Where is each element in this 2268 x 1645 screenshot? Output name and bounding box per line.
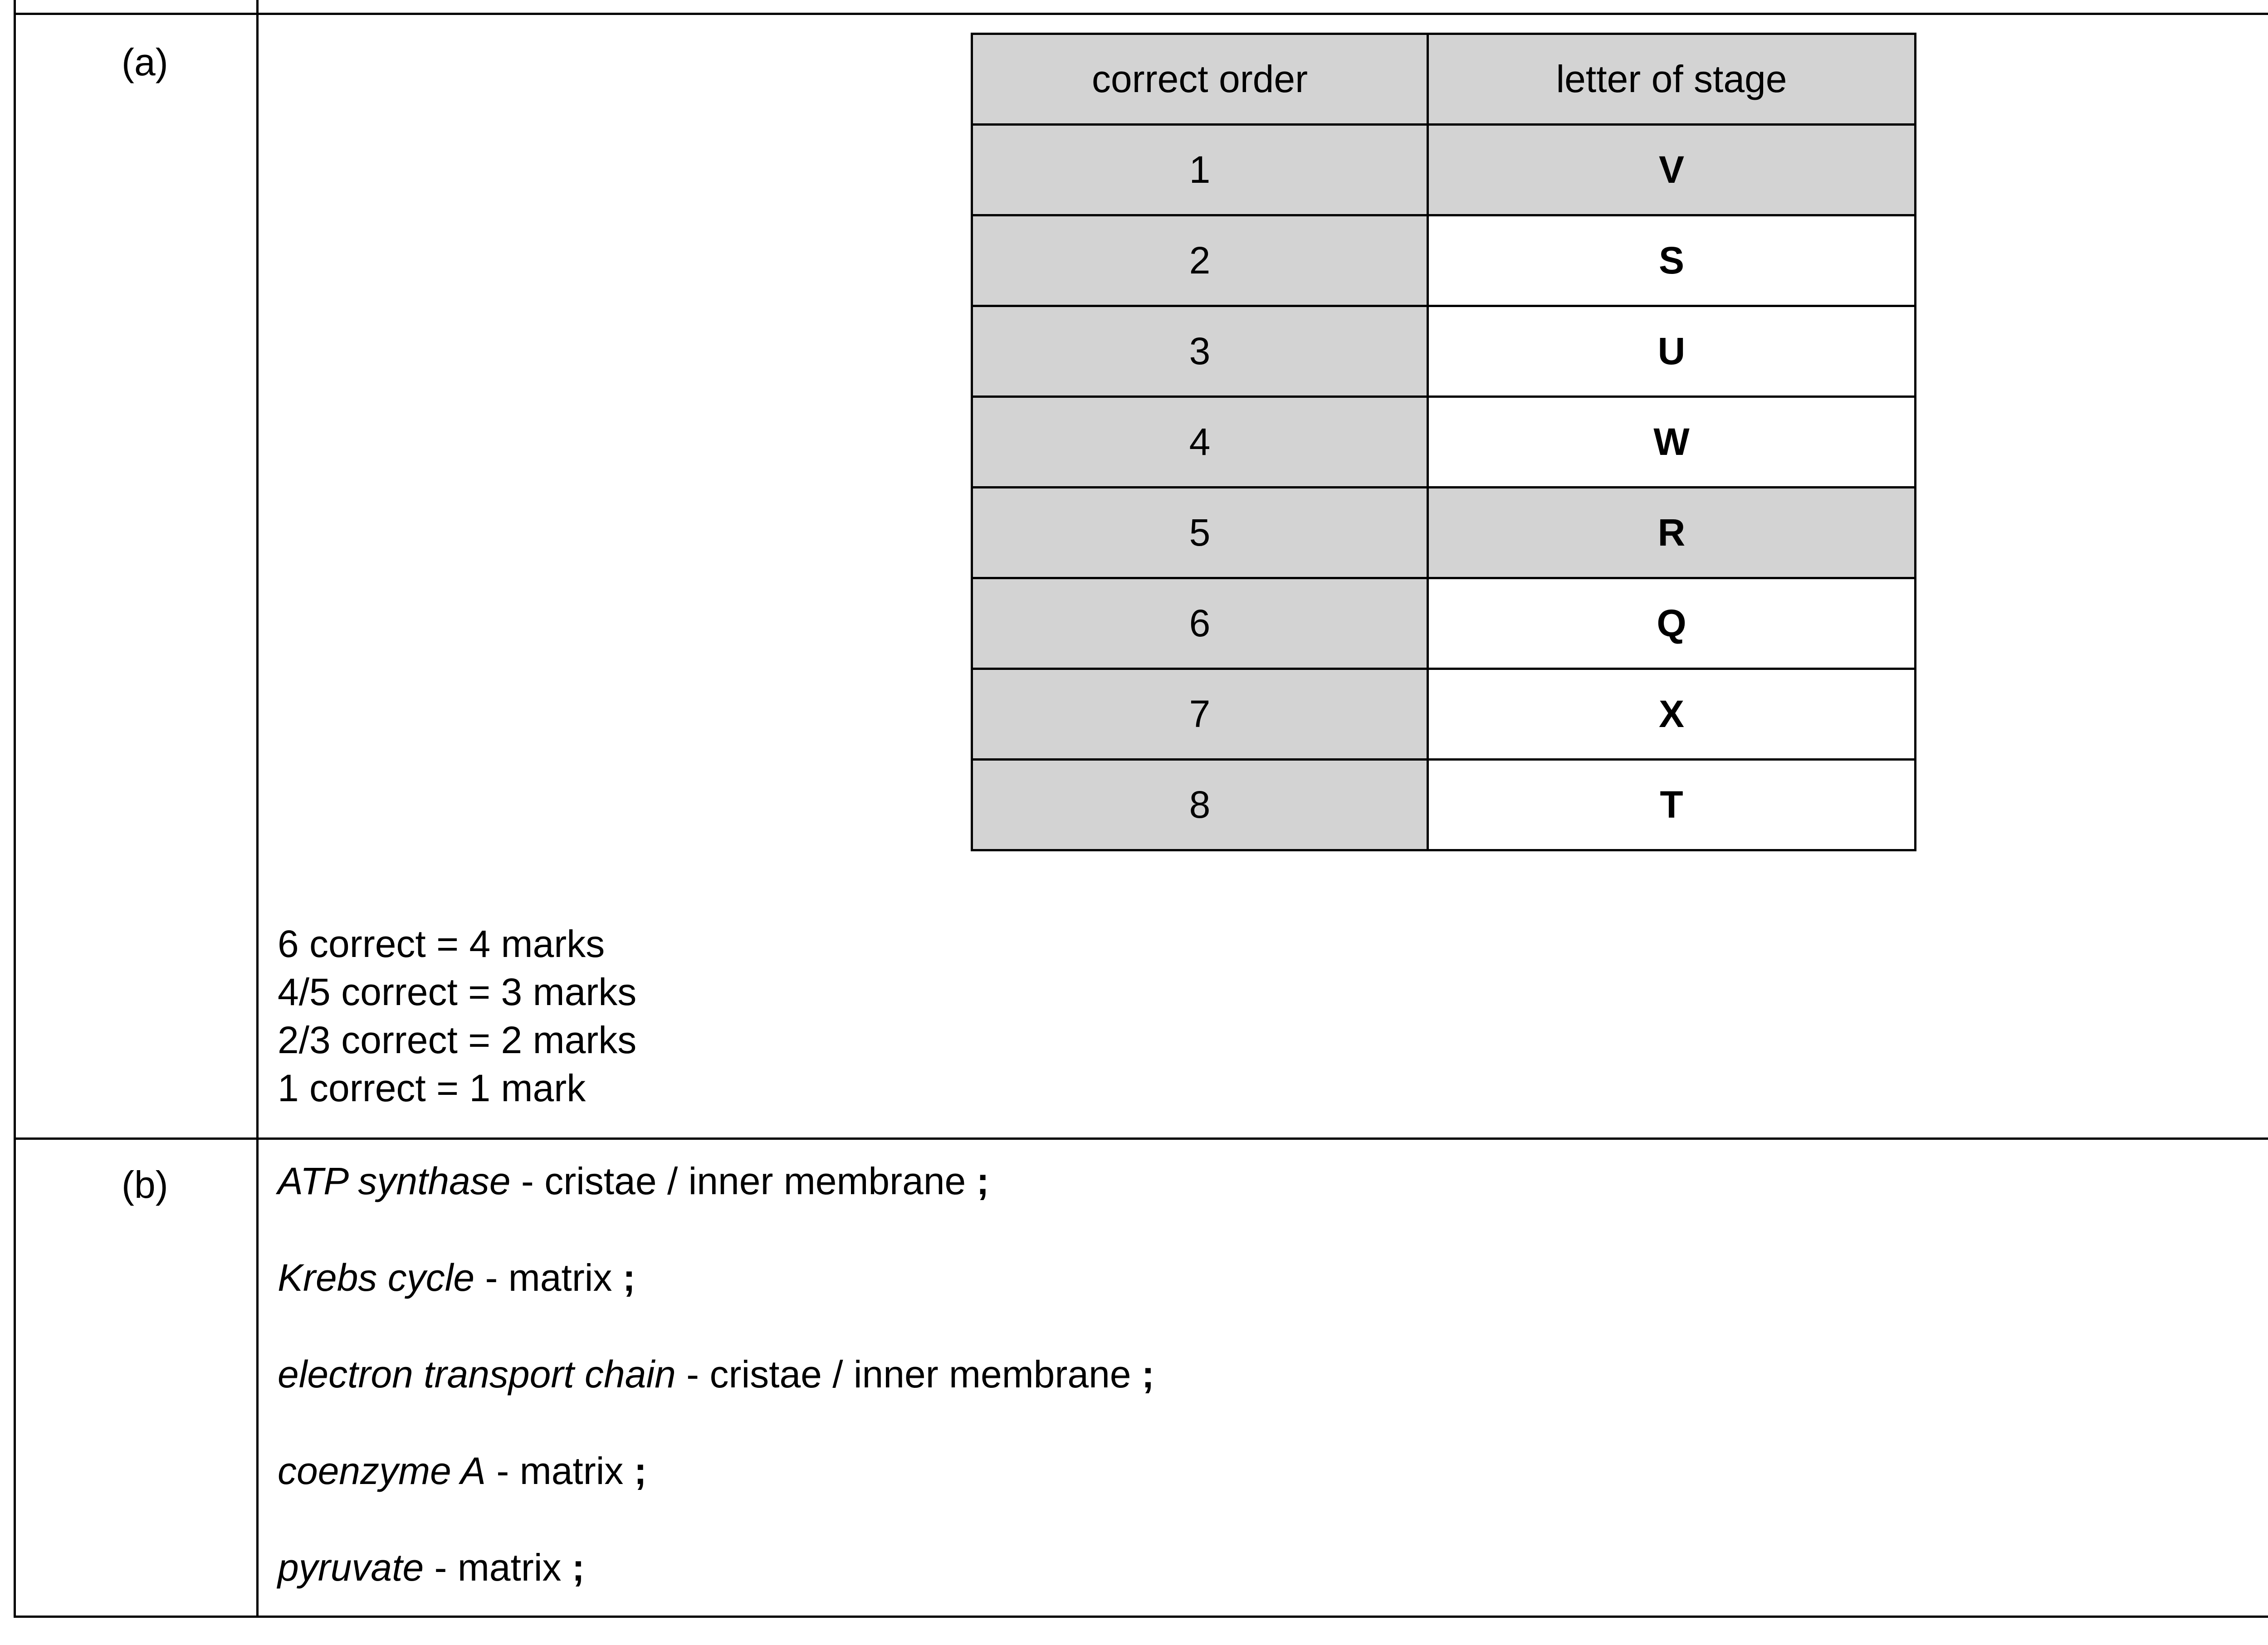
table-row	[972, 397, 1916, 488]
table-header-row	[972, 34, 1916, 125]
stage-letter-cell: Q	[1428, 578, 1916, 669]
table-row	[972, 215, 1916, 306]
stage-letter-cell: S	[1428, 215, 1916, 306]
order-cell: 7	[972, 669, 1428, 760]
answer-item	[278, 1548, 1154, 1645]
answer-location: - matrix	[474, 1256, 623, 1299]
order-cell: 4	[972, 397, 1428, 488]
stage-letter-cell: U	[1428, 306, 1916, 397]
order-cell: 3	[972, 306, 1428, 397]
rule-line: 2/3 correct = 2 marks	[278, 1019, 637, 1061]
answer-location: - cristae / inner membrane	[510, 1160, 977, 1202]
mark-scheme-rules	[278, 920, 636, 1112]
table-row	[972, 760, 1916, 850]
answer-term: Krebs cycle	[278, 1256, 475, 1299]
table-top-border	[14, 13, 2268, 15]
stage-letter-cell: X	[1428, 669, 1916, 760]
answer-item	[278, 1162, 1154, 1259]
stage-order-table	[971, 33, 1916, 851]
stage-letter-cell: W	[1428, 397, 1916, 488]
row-divider	[14, 1137, 2268, 1140]
header-correct-order: correct order	[972, 34, 1428, 125]
answer-semicolon: ;	[1141, 1353, 1154, 1396]
table-row	[972, 125, 1916, 215]
answer-location: - cristae / inner membrane	[675, 1353, 1142, 1396]
order-cell: 1	[972, 125, 1428, 215]
part-a-label: (a)	[122, 41, 168, 83]
answer-semicolon: ;	[572, 1546, 585, 1589]
rule-line: 1 correct = 1 mark	[278, 1067, 586, 1109]
table-row	[972, 306, 1916, 397]
answer-semicolon: ;	[622, 1256, 635, 1299]
answer-term: electron transport chain	[278, 1353, 676, 1396]
answer-location: - matrix	[424, 1546, 572, 1589]
answer-semicolon: ;	[634, 1450, 647, 1492]
stage-letter-cell: R	[1428, 488, 1916, 578]
header-letter-of-stage: letter of stage	[1428, 34, 1916, 125]
rule-line: 4/5 correct = 3 marks	[278, 971, 637, 1013]
order-cell: 2	[972, 215, 1428, 306]
table-row	[972, 669, 1916, 760]
answer-term: pyruvate	[278, 1546, 424, 1589]
stage-letter-cell: T	[1428, 760, 1916, 850]
table-row	[972, 488, 1916, 578]
answer-semicolon: ;	[976, 1160, 989, 1202]
part-b-label: (b)	[122, 1163, 168, 1206]
label-column-divider	[256, 0, 259, 1618]
stage-letter-cell: V	[1428, 125, 1916, 215]
answer-item	[278, 1355, 1154, 1452]
order-cell: 6	[972, 578, 1428, 669]
answer-item	[278, 1452, 1154, 1548]
rule-line: 6 correct = 4 marks	[278, 923, 605, 965]
answer-item	[278, 1256, 1154, 1355]
table-row	[972, 578, 1916, 669]
order-cell: 8	[972, 760, 1428, 850]
answer-list	[278, 1162, 1154, 1645]
left-border	[14, 0, 16, 1618]
order-cell: 5	[972, 488, 1428, 578]
answer-term: coenzyme A	[278, 1450, 486, 1492]
answer-location: - matrix	[486, 1450, 634, 1492]
answer-term: ATP synthase	[278, 1160, 511, 1202]
